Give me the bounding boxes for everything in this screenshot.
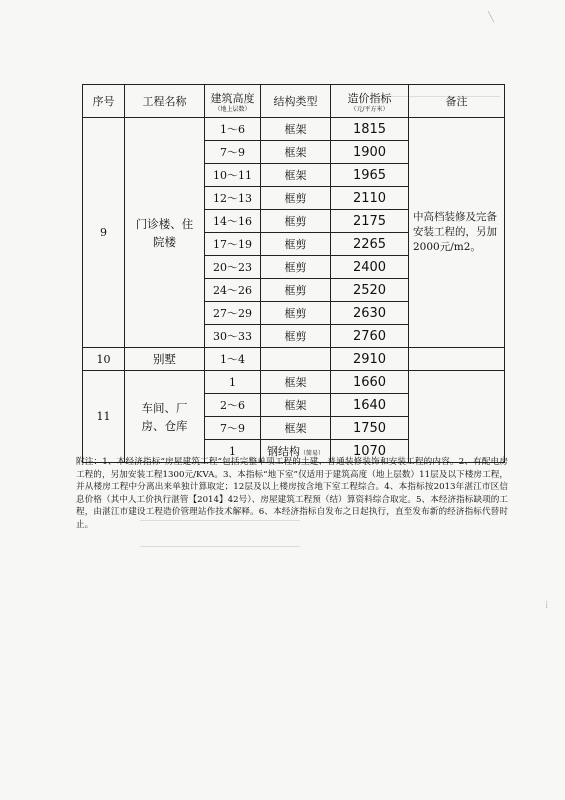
structure-cell: 框架 <box>261 394 331 417</box>
structure-label: 钢结构 <box>266 445 300 458</box>
table-row <box>83 371 505 394</box>
note-cell: 中高档装修及完备安装工程的，另加2000元/m2。 <box>409 118 505 348</box>
structure-cell: 框剪 <box>261 210 331 233</box>
project-name-cell: 别墅 <box>125 348 205 371</box>
structure-cell: 框剪 <box>261 256 331 279</box>
price-cell: 2175 <box>331 210 409 233</box>
structure-sub: （简易） <box>299 450 324 457</box>
structure-cell: 框架 <box>261 141 331 164</box>
price-index-table <box>82 84 505 463</box>
price-cell: 1750 <box>331 417 409 440</box>
height-cell: 1 <box>205 440 261 463</box>
structure-cell: 框剪 <box>261 325 331 348</box>
price-cell: 2400 <box>331 256 409 279</box>
header-price <box>331 85 409 118</box>
price-cell: 2760 <box>331 325 409 348</box>
height-cell: 12～13 <box>205 187 261 210</box>
footnote: 附注：1、本经济指标“房屋建筑工程”包括完整单项工程的土建、普通装修装饰和安装工程的内容。2、有配电房工程的，另加安装工程1300元/KVA。3、本指标“地下室”仅适用于建筑高度（地上层数）11层及以下楼房工程，并从楼房工程中分离出来单独计算取定；12层及以上楼房按含地下室工程综合。4、本指标按2013年湛江市区信息价格（其中人工价执行湛管【2014】42号）、房屋建筑工程预（结）算资料综合取定。5、本经济指标缺项的工程，由湛江市建设工程造价管理站作技术解释。6、本经济指标自发布之日起执行，直至发布新的经济指标代替时止。 <box>76 457 508 530</box>
structure-cell: 框剪 <box>261 279 331 302</box>
height-cell: 14～16 <box>205 210 261 233</box>
price-cell: 2110 <box>331 187 409 210</box>
price-cell: 1640 <box>331 394 409 417</box>
structure-cell: 框架 <box>261 371 331 394</box>
header-height-label: 建筑高度 <box>210 91 255 105</box>
show-through-line <box>140 546 300 547</box>
table-row <box>83 118 505 141</box>
structure-cell: 框架 <box>261 118 331 141</box>
structure-cell: 框剪 <box>261 302 331 325</box>
seq-cell: 11 <box>83 371 125 463</box>
seq-cell: 9 <box>83 118 125 348</box>
price-cell: 2910 <box>331 348 409 371</box>
header-note: 备注 <box>409 85 505 118</box>
note-cell <box>409 348 505 371</box>
header-price-label: 造价指标 <box>347 91 392 105</box>
price-cell: 2520 <box>331 279 409 302</box>
height-cell: 10～11 <box>205 164 261 187</box>
structure-cell: 框架 <box>261 417 331 440</box>
height-cell: 24～26 <box>205 279 261 302</box>
header-height <box>205 85 261 118</box>
table-header-row <box>83 85 505 118</box>
structure-cell: 框剪 <box>261 187 331 210</box>
height-cell: 20～23 <box>205 256 261 279</box>
structure-cell: 框架 <box>261 164 331 187</box>
price-cell: 1965 <box>331 164 409 187</box>
height-cell: 27～29 <box>205 302 261 325</box>
height-cell: 30～33 <box>205 325 261 348</box>
price-cell: 1815 <box>331 118 409 141</box>
price-cell: 1070 <box>331 440 409 463</box>
project-name-cell: 车间、厂房、仓库 <box>125 371 205 463</box>
structure-cell <box>261 348 331 371</box>
price-cell: 1660 <box>331 371 409 394</box>
table-row <box>83 348 505 371</box>
price-cell: 2265 <box>331 233 409 256</box>
note-cell <box>409 371 505 463</box>
structure-cell: 框剪 <box>261 233 331 256</box>
price-cell: 1900 <box>331 141 409 164</box>
scan-mark: ⁞ <box>545 600 549 611</box>
seq-cell: 10 <box>83 348 125 371</box>
height-cell: 7～9 <box>205 417 261 440</box>
scan-mark: ╲ <box>488 12 495 23</box>
height-cell: 2～6 <box>205 394 261 417</box>
height-cell: 7～9 <box>205 141 261 164</box>
header-name: 工程名称 <box>125 85 205 118</box>
header-height-sub: （地上层数） <box>214 105 251 113</box>
height-cell: 1 <box>205 371 261 394</box>
height-cell: 17～19 <box>205 233 261 256</box>
header-seq: 序号 <box>83 85 125 118</box>
header-price-sub: （元/平方米） <box>350 105 389 113</box>
header-structure: 结构类型 <box>261 85 331 118</box>
project-name-cell: 门诊楼、住院楼 <box>125 118 205 348</box>
height-cell: 1～6 <box>205 118 261 141</box>
price-cell: 2630 <box>331 302 409 325</box>
height-cell: 1～4 <box>205 348 261 371</box>
